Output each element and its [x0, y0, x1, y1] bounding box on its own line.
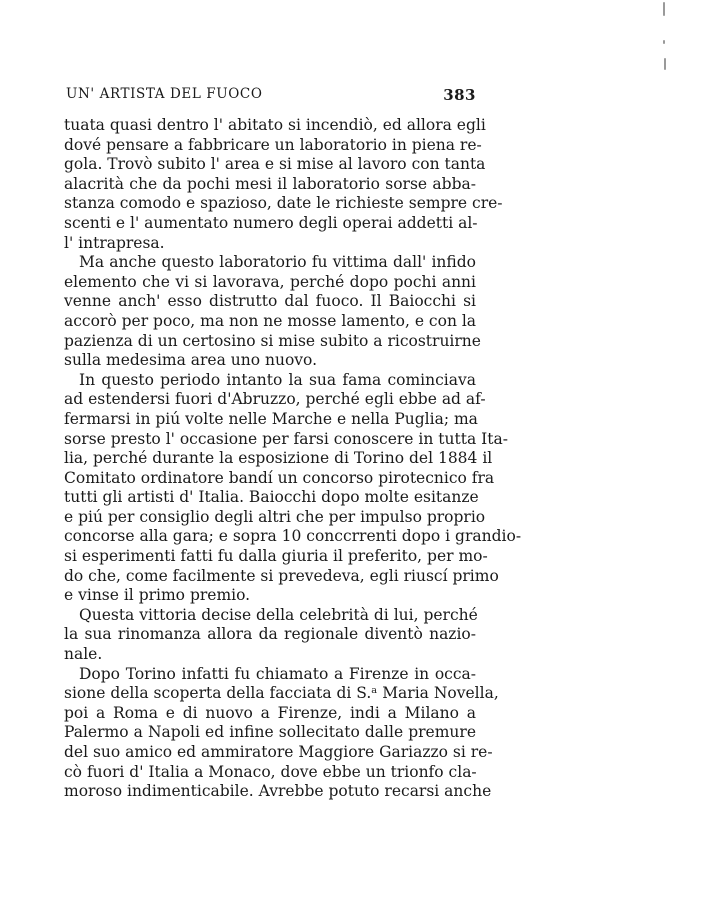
text-line: la sua rinomanza allora da regionale diventò nazio- [64, 625, 476, 644]
text-line: gola. Trovò subito l' area e si mise al lavoro con tanta [64, 155, 486, 174]
text-line: e piú per consiglio degli altri che per impulso proprio [64, 507, 486, 526]
text-line: scenti e l' aumentato numero degli operai addetti al- [64, 213, 478, 232]
text-line: do che, come facilmente si prevedeva, egli riuscí primo [64, 566, 499, 585]
text-line: stanza comodo e spazioso, date le richieste sempre cre- [64, 194, 503, 213]
text-line: del suo amico ed ammiratore Maggiore Gariazzo si re- [64, 743, 493, 761]
text-line: In questo periodo intanto la sua fama cominciava [79, 370, 476, 389]
text-line: tuata quasi dentro l' abitato si incendiò, ed allora egli [64, 116, 486, 134]
text-line: ad estendersi fuori d'Abruzzo, perché egli ebbe ad af- [64, 390, 486, 409]
text-line: Palermo a Napoli ed infine sollecitato dalle premure [64, 723, 476, 742]
body-text [64, 116, 522, 802]
text-line: sulla medesima area uno nuovo. [64, 351, 318, 370]
text-line: Ma anche questo laboratorio fu vittima dall' infido [79, 253, 476, 272]
text-line: sione della scoperta della facciata di S.ᵃ Maria Novella, [64, 684, 499, 703]
text-line: concorse alla gara; e sopra 10 conccrrenti dopo i grandio- [64, 527, 522, 546]
running-header [66, 86, 476, 106]
text-line: l' intrapresa. [64, 233, 165, 252]
text-line: poi a Roma e di nuovo a Firenze, indi a Milano a [64, 703, 476, 722]
text-line: lia, perché durante la esposizione di Torino del 1884 il [64, 449, 493, 468]
text-line: nale. [64, 645, 103, 664]
text-line: si esperimenti fatti fu dalla giuria il preferito, per mo- [64, 547, 488, 566]
text-line: e vinse il primo premio. [64, 586, 251, 605]
scan-speck [663, 2, 665, 16]
text-line: alacrità che da pochi mesi il laboratorio sorse abba- [64, 174, 476, 193]
page-number: 383 [443, 86, 476, 104]
running-title: UN' ARTISTA DEL FUOCO [66, 86, 263, 102]
text-line: elemento che vi si lavorava, perché dopo pochi anni [64, 272, 476, 291]
text-line: tutti gli artisti d' Italia. Baiocchi dopo molte esitanze [64, 488, 479, 507]
text-line: fermarsi in piú volte nelle Marche e nella Puglia; ma [64, 409, 478, 428]
text-line: pazienza di un certosino si mise subito a ricostruirne [64, 331, 481, 350]
text-line: sorse presto l' occasione per farsi conoscere in tutta Ita- [64, 429, 508, 448]
text-line: venne anch' esso distrutto dal fuoco. Il Baiocchi si [64, 292, 476, 311]
text-line: Questa vittoria decise della celebrità di lui, perché [79, 605, 478, 624]
text-line: dové pensare a fabbricare un laboratorio in piena re- [64, 135, 482, 154]
scan-speck [663, 40, 665, 44]
text-line: moroso indimenticabile. Avrebbe potuto recarsi anche [64, 782, 492, 801]
text-line: cò fuori d' Italia a Monaco, dove ebbe un trionfo cla- [64, 762, 477, 781]
text-line: Comitato ordinatore bandí un concorso pirotecnico fra [64, 468, 495, 487]
scan-speck [664, 58, 666, 70]
text-line: accorò per poco, ma non ne mosse lamento, e con la [64, 311, 477, 330]
text-line: Dopo Torino infatti fu chiamato a Firenze in occa- [79, 664, 476, 683]
